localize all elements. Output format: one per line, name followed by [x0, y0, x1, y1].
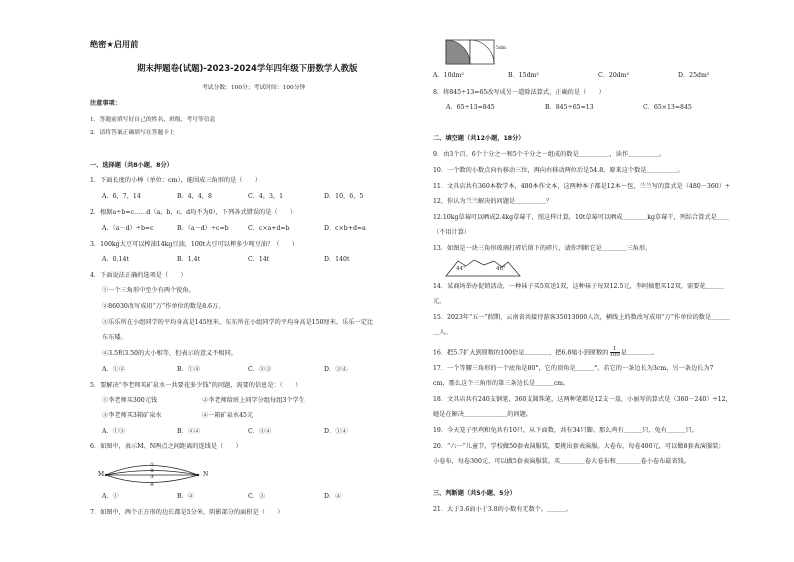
option: B．①④: [177, 366, 201, 373]
note-item: 1．答题前填写好自己的姓名、班级、考号等信息: [90, 117, 216, 123]
angle-label: 46°: [496, 266, 506, 272]
option: C．4，3，1: [248, 193, 284, 200]
section-heading-fill: 二、填空题（共12小题，18分）: [433, 135, 525, 142]
svg-text:①: ①: [150, 463, 155, 468]
question: 11．文具店共有360本数学本，480本作文本，这两种本子都是12本一包，兰兰写的算式是（480－360）÷: [433, 183, 731, 190]
option: C．②③: [248, 366, 272, 373]
option: C．c×a+d=b: [248, 225, 290, 232]
figure-dimension-label: 5dm: [496, 46, 507, 51]
exam-meta: 考试分数：100分；考试时间：100分钟: [202, 85, 306, 91]
question: 19．今天笼子里鸡和兔共有10只，从下面数，共有34只脚。那么鸡有＿＿＿只，兔有＿＿＿只。: [433, 427, 698, 434]
option: A．65÷13=845: [446, 104, 495, 111]
question: 14．某商场举办促销活动，一种袜子买5双送1双，这种袜子每双12.5元，李阿姨想买12双，需要花＿＿＿: [433, 283, 725, 290]
question-stem: 4．下面说法正确的选项是（ ）: [90, 272, 187, 279]
question: 9．由3个百、6个十分之一和5个千分之一组成的数是＿＿＿＿＿，读作＿＿＿＿＿。: [433, 151, 666, 158]
section-heading-judge: 三、判断题（共5小题，5分）: [433, 490, 516, 497]
question: 12.10kg草莓可以晒成2.4kg草莓干，照这样计算，10t草莓可以晒成＿＿＿＿kg草莓干，列综合算式是＿＿: [433, 214, 730, 221]
option: C．65×13=845: [643, 104, 692, 111]
notes-heading: 注意事项：: [90, 100, 121, 107]
question: 小卷布，每卷300元，可以做5套表演服装。买＿＿＿＿卷大卷布和＿＿＿＿卷小卷布最省钱。: [433, 458, 691, 465]
question: 15．2023年“五一”假期，云南省共接待游客35013000人次，横线上的数改写成用“万”作单位的数是＿＿＿: [433, 314, 730, 321]
question: 21．大于3.6而小于3.8的小数有无数个。＿＿＿。: [433, 506, 572, 513]
option: C．20dm²: [598, 72, 630, 79]
option: B．1.4t: [177, 256, 201, 263]
mn-distance-figure: [98, 458, 214, 490]
option: A．（a－d）÷b=c: [102, 225, 154, 232]
option: A．0.14t: [102, 256, 129, 263]
question-stem: 3．100kg大豆可以榨油14kg豆油，100t大豆可以榨多少吨豆油？（ ）: [90, 241, 299, 248]
question: 18．文具店共有240支钢笔，360支圆珠笔，这两种笔都是12支一盒，小丽写的算式是（360－240）÷12，: [433, 396, 732, 403]
fraction: $\frac{1}{100}$: [609, 346, 620, 359]
question: cm，那么这个三角形的第三条边长是＿＿＿cm。: [433, 380, 570, 387]
info-item: ③李老师买3箱矿泉水: [102, 412, 162, 419]
option: D．①④: [324, 428, 348, 435]
statement: ④3.5和3.50的大小相等，但表示的意义不相同。: [102, 350, 237, 357]
question-stem: 7．如图中，两个正方形的边长都是5分米，阴影部分的面积是（ ）: [90, 509, 284, 516]
question-stem: 8．将845÷13=65改写成另一道除法算式，正确的是（ ）: [433, 89, 605, 96]
option: C．14t: [248, 256, 270, 263]
point-m-label: M: [98, 471, 105, 478]
right-column: [408, 0, 790, 562]
note-item: 2．请将答案正确填写在答题卡上: [90, 130, 175, 136]
option: A．①: [102, 493, 119, 500]
question-16: [433, 347, 658, 359]
option: B．②: [177, 493, 194, 500]
option: D．140t: [324, 256, 350, 263]
question: 元。: [433, 298, 446, 305]
option: C．③: [248, 493, 266, 500]
statement: ③乐乐所在小组同学的平均身高是145厘米，东东所在小组同学的平均身高是150厘米，乐乐一定比: [102, 319, 374, 326]
svg-text:④: ④: [150, 483, 155, 488]
option: D．④: [324, 493, 342, 500]
question: ＿人。: [433, 329, 452, 336]
statement: ②86030改写成用“万”作单位的数是8.6万。: [102, 303, 225, 310]
question: 20．“六一”儿童节，学校做50套表演服装，要挑出套表演服。大卷布，每卷400元，可以做8套表演服装；: [433, 443, 725, 450]
question: 17．一个等腰三角形的一个底角是80°，它的顶角是＿＿＿°。若它的一条边长为3cm，另一条边长为7: [433, 365, 714, 372]
q16-text: 16．把5.7扩大到原数的100倍是＿＿＿＿，把6.8缩小到原数的: [433, 349, 609, 357]
statement: ①一个三角形中至少有两个锐角。: [102, 287, 195, 294]
info-item: ①李老师买300元钱: [102, 397, 158, 404]
option: A．①②: [102, 366, 126, 373]
option: C．③④: [248, 428, 272, 435]
option: B．（a－d）÷c=b: [177, 225, 229, 232]
question: 她是在解决＿＿＿＿＿＿＿的问题。: [433, 411, 532, 418]
statement: 东东矮。: [102, 334, 127, 341]
section-heading-choice: 一、选择题（共8小题，8分）: [90, 162, 173, 169]
question-stem: 1．下面长度的小棒（单位：cm），能围成三角形的是（ ）: [90, 177, 262, 184]
option: B．4，4，8: [177, 193, 212, 200]
option: D．25dm²: [678, 72, 710, 79]
point-n-label: N: [203, 471, 209, 478]
angle-label: 44°: [456, 266, 466, 272]
option: D．10，6，5: [324, 193, 364, 200]
option: D．c×b+d=a: [324, 225, 366, 232]
question: 10．一个数的小数点向右移动三位，再向右移动两位后是54.8，原来这个数是＿＿＿＿＿。: [433, 167, 684, 174]
option: A．10dm²: [433, 72, 464, 79]
option: D．③④: [324, 366, 348, 373]
option: B．845÷65=13: [545, 104, 594, 111]
question-stem: 6．如图中，表示M、N两点之间距离的连线是（ ）: [90, 443, 242, 450]
question: 13．如图是一块三角形玻璃打碎后留下的碎片，请你判断它是＿＿＿＿三角形。: [433, 245, 652, 252]
left-column: [12, 0, 394, 562]
option: B．②④: [177, 428, 201, 435]
question: （不用计算）: [433, 229, 471, 236]
q16-text-end: 是＿＿＿＿。: [620, 349, 658, 357]
svg-text:②: ②: [150, 469, 155, 474]
question: 12，你认为兰兰解决的问题是＿＿＿＿＿？: [433, 198, 553, 205]
info-item: ④一箱矿泉水45元: [202, 412, 254, 419]
page-title: 期末押题卷(试题)-2023-2024学年四年级下册数学人教版: [137, 63, 358, 73]
option: B．15dm²: [508, 72, 539, 79]
question-stem: 5．要解决“李老师买矿泉水一共要花多少钱”的问题，需要的信息是：（ ）: [90, 382, 302, 389]
option: A．①③: [102, 428, 126, 435]
secret-label: 绝密★启用前: [90, 39, 139, 49]
question-stem: 2．根据a÷b=c……d（a，b，c，d均不为0），下列各式错误的是（ ）: [90, 209, 297, 216]
svg-text:③: ③: [150, 475, 155, 480]
info-item: ②李老师给班上同学分组每组3个学生: [202, 397, 305, 404]
option: A．6，7，14: [102, 193, 141, 200]
